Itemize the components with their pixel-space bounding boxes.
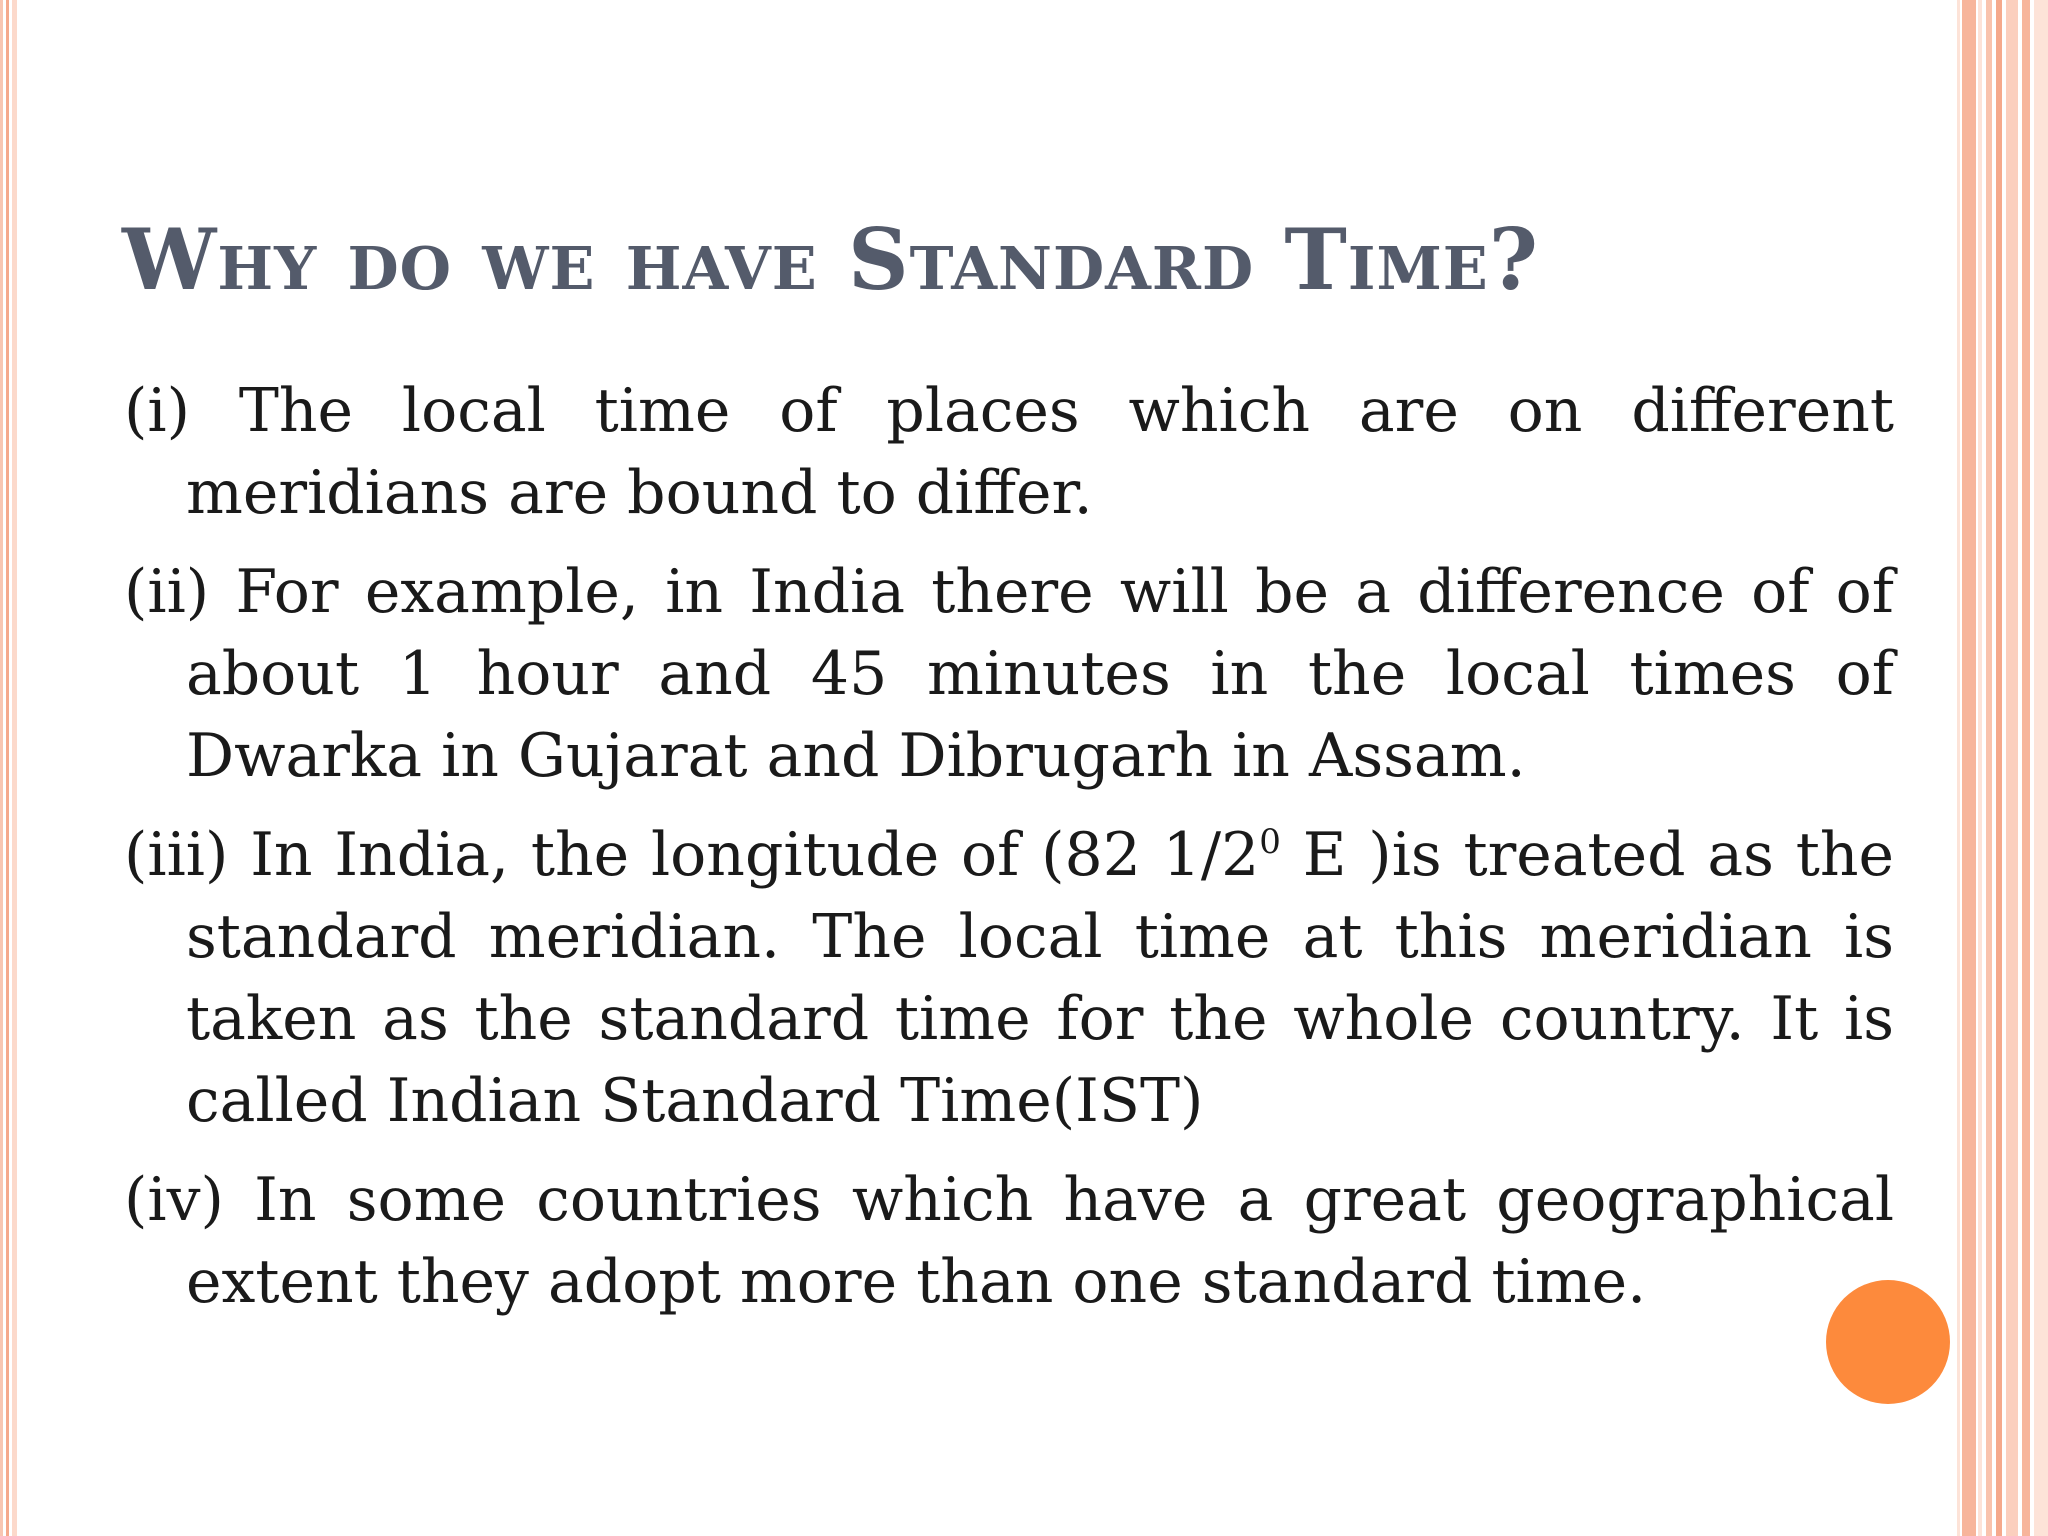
- right-border-stripe: [1986, 0, 1992, 1536]
- item-label: (iii): [124, 820, 229, 890]
- list-item: [124, 814, 1894, 1142]
- bullet-list: [124, 370, 1894, 1340]
- right-border-stripe: [1957, 0, 1960, 1536]
- item-label: (i): [124, 376, 191, 446]
- right-border-stripe: [1962, 0, 1976, 1536]
- right-border-stripe: [2006, 0, 2018, 1536]
- right-border-stripe: [1996, 0, 2002, 1536]
- item-text: The local time of places which are on different meridians are bound to differ.: [186, 376, 1894, 528]
- list-item: [124, 551, 1894, 797]
- item-text: E )is treated as the standard meridian. The local time at this meridian is taken as the standard time for the whole country. It is called Indian Standard Time(IST): [186, 820, 1894, 1136]
- slide-title: Why do we have Standard Time?: [122, 210, 1539, 309]
- right-border-stripe: [2022, 0, 2030, 1536]
- list-item: [124, 1159, 1894, 1323]
- right-border-stripe: [2034, 0, 2048, 1536]
- item-text: In some countries which have a great geographical extent they adopt more than one standard time.: [186, 1165, 1895, 1317]
- left-border-stripe: [0, 0, 3, 1536]
- right-border-stripe: [1978, 0, 1982, 1536]
- item-label: (ii): [124, 557, 210, 627]
- item-text: In India, the longitude of (82 1/2: [250, 820, 1260, 890]
- left-border-stripe: [6, 0, 9, 1536]
- left-border-stripe: [12, 0, 17, 1536]
- item-label: (iv): [124, 1165, 224, 1235]
- decorative-circle: [1826, 1280, 1950, 1404]
- item-text: For example, in India there will be a difference of of about 1 hour and 45 minutes in the local times of Dwarka in Gujarat and Dibrugarh in Assam.: [186, 557, 1894, 791]
- degree-superscript: 0: [1259, 822, 1281, 862]
- list-item: [124, 370, 1894, 534]
